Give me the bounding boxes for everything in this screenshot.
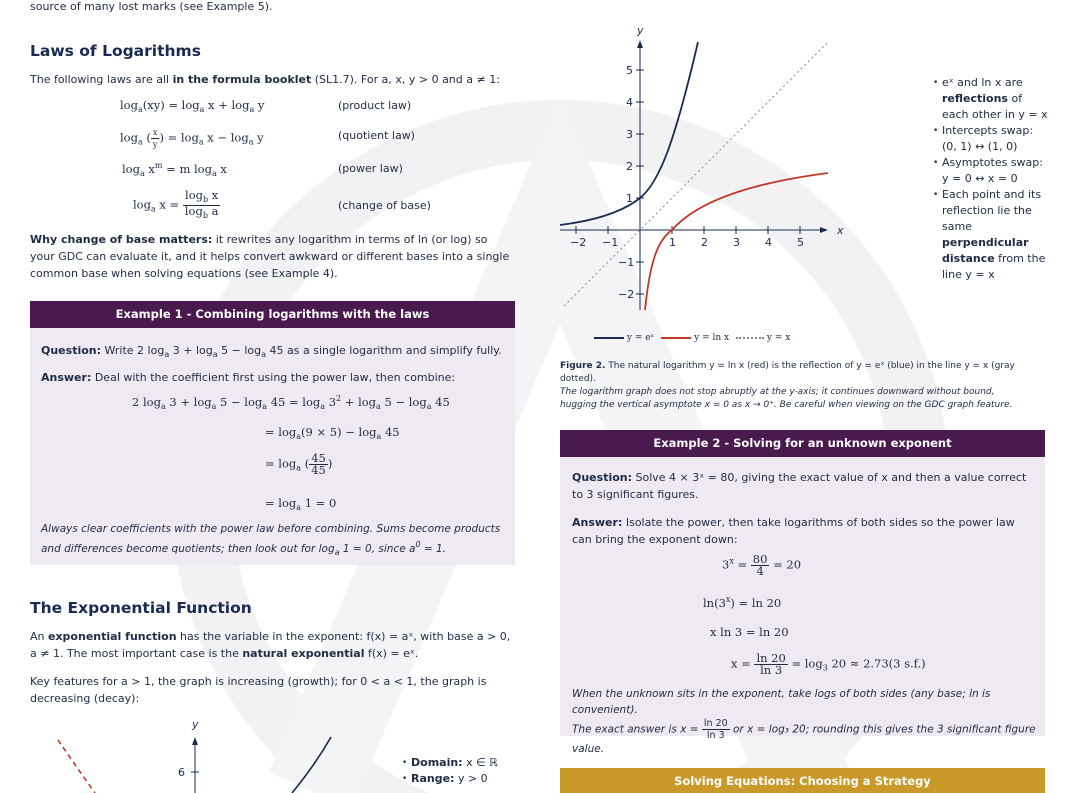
x-tick-3: 3 [733,236,740,249]
exponential-graph [30,715,400,793]
change-of-base-law: $\log_a x$ = $\frac{\log_b x}{\log_b a}$ [133,188,219,220]
legend-line: y = x [766,333,791,343]
example2-step3: x ln 3 = ln 20 [710,625,789,639]
x-tick--2: −2 [570,236,587,249]
line-y-equals-x [564,42,828,306]
y-axis-arrow [192,737,198,745]
y-tick-4: 4 [626,96,633,109]
y-tick-3: 3 [626,128,633,141]
laws-heading: Laws of Logarithms [30,42,201,60]
example2-step1: $3^x$ = $\frac{80}{4}$ = 20 [722,552,802,578]
exponential-features: Key features for a > 1, the graph is increasing (growth); for 0 < a < 1, the graph is decreasing (decay): [30,675,487,705]
intro-tail: source of many lost marks (see Example 5). [30,0,273,13]
decay-curve [58,740,95,793]
example1-box [30,301,515,565]
example2-title: Example 2 - Solving for an unknown exponent [560,430,1045,457]
x-tick-2: 2 [701,236,708,249]
x-ticks [570,226,804,249]
y-tick--2: −2 [618,288,635,301]
legend-exp: y = eˣ [626,333,655,343]
legend-ln: y = ln x [694,333,730,343]
strategy-title: Solving Equations: Choosing a Strategy [560,768,1045,793]
y-tick-1: 1 [626,192,633,205]
example1-step1: 2 $\log_a 3 + \log_a 5 - \log_a 45 = \log_a 3^2 + \log_a 5 - \log_a 45$ [132,394,450,411]
asymptotes-note: • Asymptotes swap: y = 0 ↔ x = 0 [933,155,1048,187]
quotient-law-name: (quotient law) [338,129,415,142]
example1-question: Question: Write 2 $\log_a 3 + \log_a 5 - \log_a 45$ as a single logarithm and simplify fully. [41,344,502,359]
reflection-note: • eˣ and ln x are reflections of each other in y = x [933,75,1048,123]
range-item: • Range: y > 0 [402,771,498,787]
example2-step4: x = $\frac{\ln 20}{\ln 3}$ = $\log_3 20 \approx 2.73(3$ s.f.) [731,651,926,677]
exponential-intro: An exponential function has the variable in the exponent: f(x) = aˣ, with base a > 0, a ≠ 1. The most important case is the natural exponential f(x) = eˣ. [30,630,511,660]
tick-label-6: 6 [178,766,185,779]
y-axis-arrow [637,40,643,48]
example2-note: When the unknown sits in the exponent, take logs of both sides (any base; ln is convenient). The exact answer is x = $\frac{\ln 20}{\ln 3}$ or x = log₃ 20; rounding this gives the 3 significant figure value. [572,688,1036,755]
change-of-base-name: (change of base) [338,199,431,212]
figure2-graph [560,20,860,320]
y-tick-5: 5 [626,64,633,77]
y-tick--1: −1 [618,256,635,269]
x-tick--1: −1 [602,236,619,249]
growth-curve [292,737,331,793]
x-tick-5: 5 [797,236,804,249]
exponential-key-features [402,755,498,787]
intercepts-note: • Intercepts swap: (0, 1) ↔ (1, 0) [933,123,1048,155]
quotient-law: $\log_a$ ( $\frac{x}{y}$ ) = $\log_a x - \log_a y$ [120,128,264,149]
example1-answer: Answer: Deal with the coefficient first using the power law, then combine: [41,371,456,384]
example1-step4: = $\log_a 1 = 0$ [265,496,337,512]
figure2-caption-note: The logarithm graph does not stop abruptly at the y-axis; it continues downward without bound, hugging the vertical asymptote x = 0 as x → 0⁺. Be careful when viewing on the GDC graph feature. [560,387,1013,410]
x-tick-1: 1 [669,236,676,249]
example2-answer: Answer: Isolate the power, then take logarithms of both sides so the power law can bring the exponent down: [572,516,1015,546]
power-law-name: (power law) [338,162,403,175]
figure2-caption: Figure 2. The natural logarithm y = ln x (red) is the reflection of y = eˣ (blue) in the line y = x (gray dotted). [560,361,1015,384]
domain-item: • Domain: x ∈ ℝ [402,755,498,771]
example2-box [560,430,1045,755]
power-law: $\log_a x^m = m$ $\log_a x$ [122,161,227,178]
y-axis-label: y [192,718,199,731]
laws-intro: The following laws are all in the formula booklet (SL1.7). For a, x, y > 0 and a ≠ 1: [30,73,500,86]
example2-question: Question: Solve 4 × 3ˣ = 80, giving the exact value of x and then a value correct to 3 significant figures. [572,471,1027,501]
exponential-heading: The Exponential Function [30,599,252,617]
example1-title: Example 1 - Combining logarithms with the laws [30,301,515,328]
example1-step2: = $\log_a(9 \times 5) - \log_a 45$ [265,425,400,441]
x-tick-4: 4 [765,236,772,249]
example2-step2: $\ln(3^x) = \ln 20$ [703,595,782,610]
figure2-side-notes [933,75,1048,283]
x-axis-arrow [820,227,828,233]
product-law-name: (product law) [338,99,412,112]
y-tick-2: 2 [626,160,633,173]
product-law: $\log_a(xy) = \log_a x + \log_a y$ [120,98,265,114]
why-change-of-base: Why change of base matters: it rewrites any logarithm in terms of ln (or log) so your GDC can evaluate it, and it helps convert awkward or different bases into a single common base when solving equations (see Example 4). [30,233,510,280]
figure2-legend [594,333,790,343]
strategy-box [560,768,1045,793]
example1-step3: = $\log_a$ ( $\frac{45}{45}$ ) [265,451,333,477]
example1-note: Always clear coefficients with the power law before combining. Sums become products and differences become quotients; then look out for $\log_a 1 = 0$, since $a^0 = 1$. [41,523,501,557]
x-axis-label: x [837,224,844,237]
y-axis-label: y [637,24,644,37]
distance-note: • Each point and its reflection lie the same perpendicular distance from the line y = x [933,187,1048,283]
